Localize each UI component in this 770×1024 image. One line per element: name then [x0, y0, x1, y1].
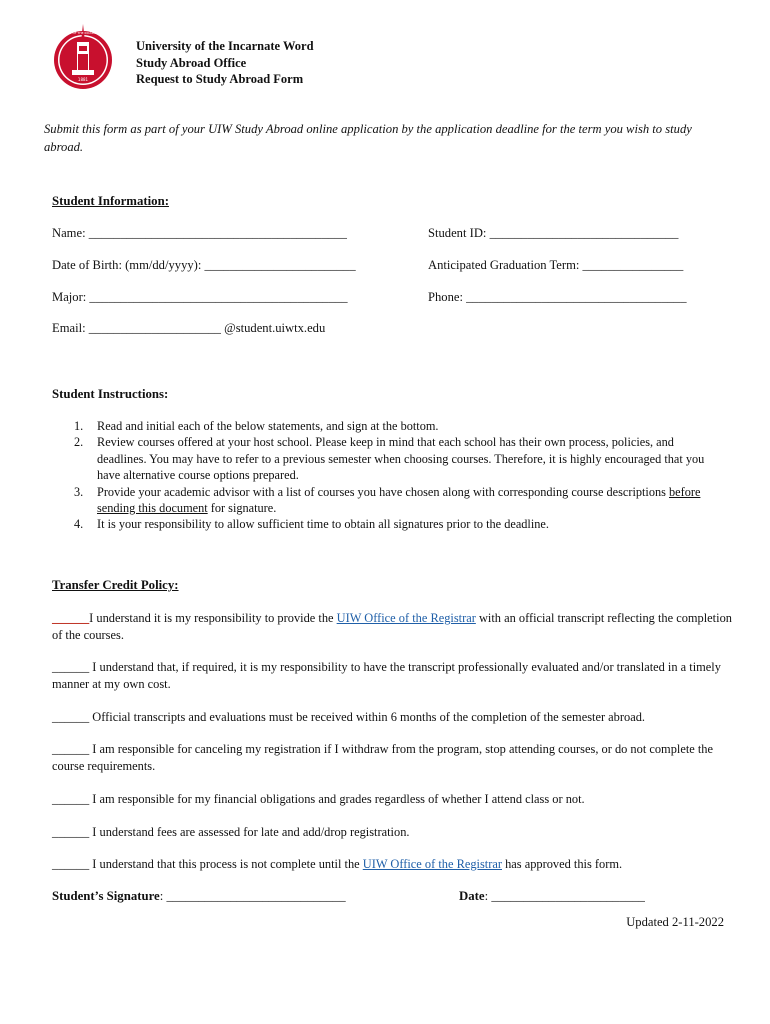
list-item — [52, 434, 724, 483]
statement-3[interactable]: ______ Official transcripts and evaluations must be received within 6 months of the completion of the semester abroad. — [52, 710, 645, 724]
header-university: University of the Incarnate Word — [136, 39, 314, 53]
statement-6[interactable]: ______ I understand fees are assessed for late and add/drop registration. — [52, 825, 410, 839]
logo-year: 1881 — [77, 77, 89, 82]
statement-7 — [52, 856, 732, 873]
updated-date: Updated 2-11-2022 — [626, 915, 724, 929]
list-item-text: It is your responsibility to allow sufficient time to obtain all signatures prior to the deadline. — [97, 517, 549, 532]
student-info-title: Student Information: — [52, 194, 169, 208]
major-field[interactable]: Major: _________________________________________ — [52, 290, 348, 304]
phone-field[interactable]: Phone: ___________________________________ — [428, 290, 687, 304]
registrar-link-2[interactable]: UIW Office of the Registrar — [362, 857, 502, 871]
statement-4[interactable]: ______ I am responsible for canceling my registration if I withdraw from the program, stop attending courses, or do not complete the course requirements. — [52, 742, 714, 773]
list-item-text: for signature. — [207, 501, 277, 516]
date-label: Date — [459, 889, 485, 903]
header-block — [136, 38, 314, 88]
list-item — [52, 418, 724, 434]
grad-term-field[interactable]: Anticipated Graduation Term: ________________ — [428, 258, 684, 272]
signature-line[interactable]: : ____________________________ — [159, 889, 346, 903]
registrar-link[interactable]: UIW Office of the Registrar — [336, 611, 476, 625]
list-item-emphasis: before sending this document — [97, 484, 701, 516]
statement-2[interactable]: ______ I understand that, if required, it is my responsibility to have the transcript professionally evaluated and/or translated in a timely manner at my own cost. — [52, 660, 721, 691]
signature-label: Student’s Signature — [52, 889, 160, 903]
uiw-seal-logo — [52, 20, 114, 100]
instructions-list — [52, 418, 724, 533]
list-number: 1. — [74, 419, 84, 433]
list-item — [52, 516, 724, 532]
list-item-text: Read and initial each of the below statements, and sign at the bottom. — [97, 419, 439, 433]
dob-field[interactable]: Date of Birth: (mm/dd/yyyy): ________________________ — [52, 258, 356, 272]
statement-text: I understand it is my responsibility to provide the — [89, 611, 337, 625]
date-line[interactable]: : ________________________ — [484, 889, 645, 903]
intro-text: Submit this form as part of your UIW Study Abroad online application by the application deadline for the term you wish to study abroad. — [44, 122, 692, 154]
statement-text[interactable]: ______ I understand that this process is not complete until the — [52, 857, 363, 871]
statement-1 — [52, 610, 732, 643]
student-id-field[interactable]: Student ID: ______________________________ — [428, 226, 679, 240]
transfer-policy-title: Transfer Credit Policy: — [52, 578, 179, 592]
instructions-title: Student Instructions: — [52, 387, 169, 401]
statement-text: has approved this form. — [501, 857, 623, 871]
list-number: 4. — [74, 517, 84, 532]
list-item-text: Provide your academic advisor with a list of courses you have chosen along with corresponding course descriptions — [97, 484, 670, 499]
header-form-title: Request to Study Abroad Form — [136, 72, 304, 86]
list-item-text: Review courses offered at your host school. Please keep in mind that each school has their own process, policies, and deadlines. You may have to refer to a previous semester when choosing courses. Therefore, it is highly encouraged that you have alternative course options prepared. — [97, 435, 705, 483]
logo-top-text: UNIVERSITY OF THE INCARNATE WORD — [53, 31, 113, 35]
initial-blank[interactable]: ______ — [52, 611, 90, 625]
list-number: 3. — [74, 484, 84, 499]
date-field[interactable] — [459, 889, 645, 904]
list-item — [52, 484, 724, 517]
list-number: 2. — [74, 435, 84, 450]
header-office: Study Abroad Office — [136, 55, 247, 70]
email-field[interactable]: Email: _____________________ @student.uiwtx.edu — [52, 321, 326, 335]
statement-5[interactable]: ______ I am responsible for my financial obligations and grades regardless of whether I attend class or not. — [52, 792, 585, 806]
signature-field[interactable] — [52, 889, 346, 904]
statement-text: with an official transcript reflecting the completion of the courses. — [52, 611, 732, 642]
name-field[interactable]: Name: _________________________________________ — [52, 226, 347, 240]
